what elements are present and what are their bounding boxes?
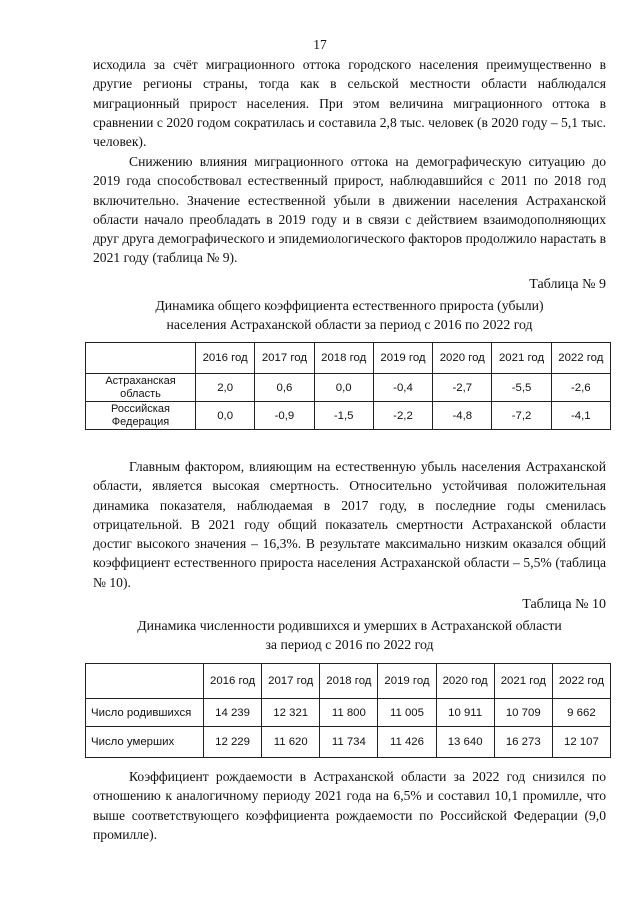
- table-cell: 10 709: [494, 699, 552, 727]
- paragraph-natural-growth: Снижению влияния миграционного оттока на демографическую ситуацию до 2019 года способствовал естественный прирост, наблюдавшийся с 2011 по 2018 год включительно. Значение естественной убыли в движении населения Астраханской области начало преобладать в 2019 году и в связи с действием взаимодополняющих друг друга демографического и эпидемиологического факторов продолжило нарастать в 2021 году (таблица № 9).: [93, 154, 606, 266]
- table-cell: 11 620: [262, 727, 320, 758]
- table-9-header-cell: 2021 год: [492, 343, 551, 374]
- table-10-header-cell: 2018 год: [320, 664, 378, 699]
- table-cell: 12 229: [204, 727, 262, 758]
- table-cell: 16 273: [494, 727, 552, 758]
- table-9-row-label: Астраханская область: [86, 374, 196, 402]
- table-10: [85, 663, 611, 758]
- table-9-header-cell: 2016 год: [196, 343, 255, 374]
- table-cell: -5,5: [492, 374, 551, 402]
- table-cell: 0,0: [196, 402, 255, 430]
- table-9-title-line-1: Динамика общего коэффициента естественного прироста (убыли): [155, 298, 544, 313]
- table-cell: 11 734: [320, 727, 378, 758]
- table-10-header-cell: 2019 год: [378, 664, 436, 699]
- table-cell: 14 239: [204, 699, 262, 727]
- table-10-row-label: Число умерших: [86, 727, 204, 758]
- table-9-corner-cell: [86, 343, 196, 374]
- table-9-row-label: Российская Федерация: [86, 402, 196, 430]
- table-cell: 11 005: [378, 699, 436, 727]
- table-cell: 0,0: [314, 374, 373, 402]
- table-cell: 10 911: [436, 699, 494, 727]
- table-10-corner-cell: [86, 664, 204, 699]
- table-cell: -2,6: [551, 374, 610, 402]
- table-9-header-row: [86, 343, 611, 374]
- table-10-header-row: [86, 664, 611, 699]
- table-row: [86, 727, 611, 758]
- table-cell: 2,0: [196, 374, 255, 402]
- table-cell: 9 662: [552, 699, 610, 727]
- paragraph-migration: исходила за счёт миграционного оттока городского населения преимущественно в другие регионы страны, тогда как в сельской местности области наблюдался миграционный прирост населения. При этом величина миграционного оттока в сравнении с 2020 годом сократилась и составила 2,8 тыс. человек (в 2020 году – 5,1 тыс. человек).: [93, 57, 606, 150]
- table-10-title-line-1: Динамика численности родившихся и умерших в Астраханской области: [137, 618, 562, 633]
- table-cell: 13 640: [436, 727, 494, 758]
- table-9: [85, 342, 611, 430]
- table-cell: 11 800: [320, 699, 378, 727]
- table-cell: -0,4: [373, 374, 432, 402]
- table-9-header-cell: 2017 год: [255, 343, 314, 374]
- table-9-header-cell: 2019 год: [373, 343, 432, 374]
- table-10-header-cell: 2020 год: [436, 664, 494, 699]
- table-10-row-label: Число родившихся: [86, 699, 204, 727]
- table-cell: 0,6: [255, 374, 314, 402]
- table-9-label: Таблица № 9: [529, 277, 606, 292]
- table-cell: 12 107: [552, 727, 610, 758]
- table-row: [86, 699, 611, 727]
- table-row: [86, 374, 611, 402]
- table-10-title: [93, 616, 606, 654]
- table-cell: -2,7: [433, 374, 492, 402]
- table-row: [86, 402, 611, 430]
- table-9-header-cell: 2022 год: [551, 343, 610, 374]
- table-9-header-cell: 2018 год: [314, 343, 373, 374]
- table-cell: 12 321: [262, 699, 320, 727]
- table-9-title: [93, 296, 606, 334]
- table-cell: -0,9: [255, 402, 314, 430]
- table-cell: -4,1: [551, 402, 610, 430]
- table-10-header-cell: 2021 год: [494, 664, 552, 699]
- table-cell: 11 426: [378, 727, 436, 758]
- table-9-title-line-2: населения Астраханской области за период с 2016 по 2022 год: [166, 317, 533, 332]
- table-cell: -1,5: [314, 402, 373, 430]
- table-10-header-cell: 2016 год: [204, 664, 262, 699]
- paragraph-birth-rate: Коэффициент рождаемости в Астраханской области за 2022 год снизился по отношению к аналогичному периоду 2021 года на 6,5% и составил 10,1 промилле, что выше соответствующего коэффициента рождаемости по Российской Федерации (9,0 промилле).: [93, 769, 606, 842]
- table-10-title-line-2: за период с 2016 по 2022 год: [265, 637, 434, 652]
- page-number: 17: [313, 37, 327, 52]
- table-10-header-cell: 2022 год: [552, 664, 610, 699]
- table-cell: -4,8: [433, 402, 492, 430]
- table-cell: -2,2: [373, 402, 432, 430]
- table-9-header-cell: 2020 год: [433, 343, 492, 374]
- table-10-header-cell: 2017 год: [262, 664, 320, 699]
- table-10-label: Таблица № 10: [522, 597, 606, 612]
- table-cell: -7,2: [492, 402, 551, 430]
- paragraph-mortality: Главным фактором, влияющим на естественную убыль населения Астраханской области, является высокая смертность. Относительно устойчивая положительная динамика показателя, наблюдаемая в 2017 году, в последние годы сменилась отрицательной. В 2021 году общий показатель смертности Астраханской области достиг высокого значения – 16,3%. В результате максимально низким оказался общий коэффициент естественного прироста населения Астраханской области – 5,5% (таблица № 10).: [93, 459, 606, 590]
